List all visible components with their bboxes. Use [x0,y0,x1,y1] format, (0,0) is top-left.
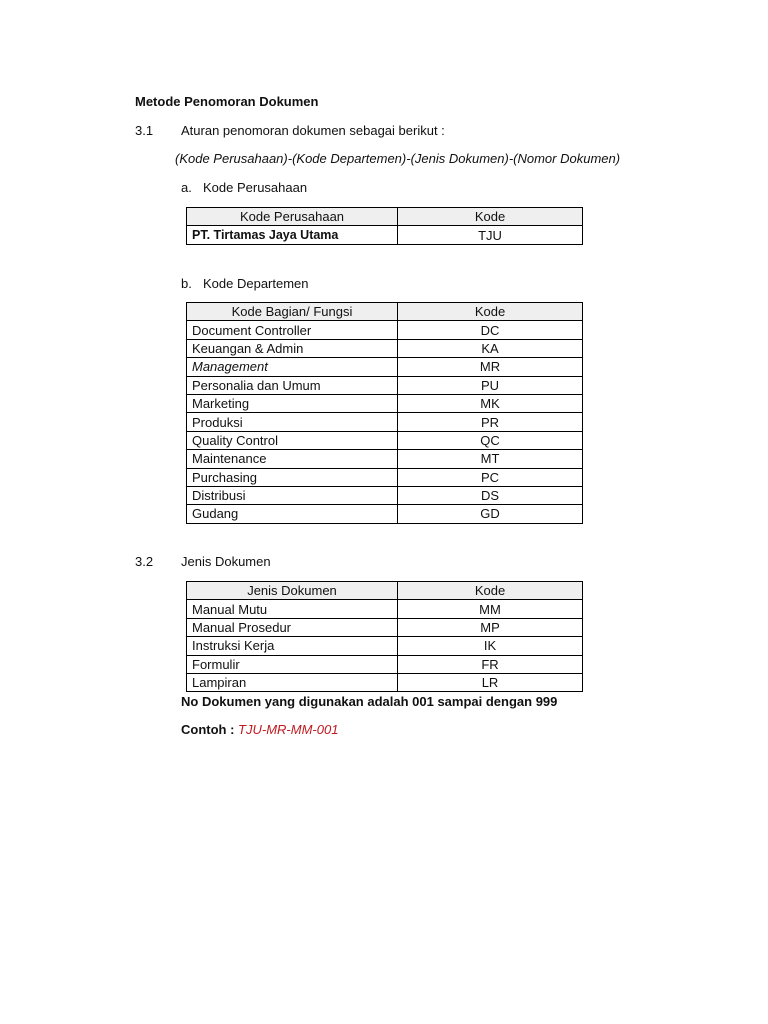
department-code-cell: DC [398,321,583,339]
table-row [187,618,583,636]
document-type-cell: Instruksi Kerja [187,637,398,655]
column-header: Kode Bagian/ Fungsi [187,303,398,321]
department-name-cell: Quality Control [187,431,398,449]
table-row [187,637,583,655]
page-title: Metode Penomoran Dokumen [135,94,319,109]
department-code-cell: PU [398,376,583,394]
department-code-cell: QC [398,431,583,449]
document-number-note: No Dokumen yang digunakan adalah 001 sampai dengan 999 [181,694,558,709]
department-name-cell: Management [187,358,398,376]
sub-b-title: Kode Departemen [203,276,309,291]
document-type-cell: Manual Mutu [187,600,398,618]
table-header-row [187,303,583,321]
table-row [187,468,583,486]
document-code-cell: MM [398,600,583,618]
department-name-cell: Maintenance [187,450,398,468]
example-label: Contoh : [181,722,235,737]
department-code-cell: PR [398,413,583,431]
sub-a-label: a. [181,180,192,195]
column-header: Kode [398,208,583,226]
table-row [187,339,583,357]
section-3-1-number: 3.1 [135,123,154,138]
table-row [187,655,583,673]
sub-b-label: b. [181,276,192,291]
department-code-cell: MT [398,450,583,468]
document-code-cell: IK [398,637,583,655]
document-type-table [186,581,583,692]
table-row [187,486,583,504]
department-name-cell: Gudang [187,505,398,523]
department-code-cell: DS [398,486,583,504]
document-type-cell: Manual Prosedur [187,618,398,636]
table-row [187,321,583,339]
department-name-cell: Marketing [187,394,398,412]
company-code-cell: TJU [398,226,583,244]
column-header: Jenis Dokumen [187,582,398,600]
department-name-cell: Purchasing [187,468,398,486]
table-header-row [187,582,583,600]
table-row [187,358,583,376]
sub-a-title: Kode Perusahaan [203,180,308,195]
column-header: Kode [398,303,583,321]
department-name-cell: Distribusi [187,486,398,504]
numbering-format: (Kode Perusahaan)-(Kode Departemen)-(Jenis Dokumen)-(Nomor Dokumen) [175,151,621,166]
department-name-cell: Produksi [187,413,398,431]
table-header-row [187,208,583,226]
department-code-cell: KA [398,339,583,357]
section-3-1-heading: Aturan penomoran dokumen sebagai berikut : [181,123,445,138]
department-code-cell: MK [398,394,583,412]
document-code-cell: FR [398,655,583,673]
department-name-cell: Keuangan & Admin [187,339,398,357]
company-code-table [186,207,583,245]
table-row [187,431,583,449]
document-code-cell: MP [398,618,583,636]
table-row [187,226,583,244]
document-type-cell: Formulir [187,655,398,673]
company-name-cell: PT. Tirtamas Jaya Utama [187,226,398,244]
table-row [187,600,583,618]
document-type-cell: Lampiran [187,673,398,691]
department-name-cell: Document Controller [187,321,398,339]
document-code-cell: LR [398,673,583,691]
table-row [187,394,583,412]
department-code-cell: MR [398,358,583,376]
example-line [181,722,338,737]
table-row [187,450,583,468]
department-code-cell: GD [398,505,583,523]
example-value: TJU-MR-MM-001 [238,722,339,737]
table-row [187,376,583,394]
section-3-2-number: 3.2 [135,554,154,569]
department-name-cell: Personalia dan Umum [187,376,398,394]
table-row [187,413,583,431]
department-code-cell: PC [398,468,583,486]
table-row [187,505,583,523]
department-code-table [186,302,583,524]
section-3-2-heading: Jenis Dokumen [181,554,271,569]
column-header: Kode [398,582,583,600]
table-row [187,673,583,691]
column-header: Kode Perusahaan [187,208,398,226]
